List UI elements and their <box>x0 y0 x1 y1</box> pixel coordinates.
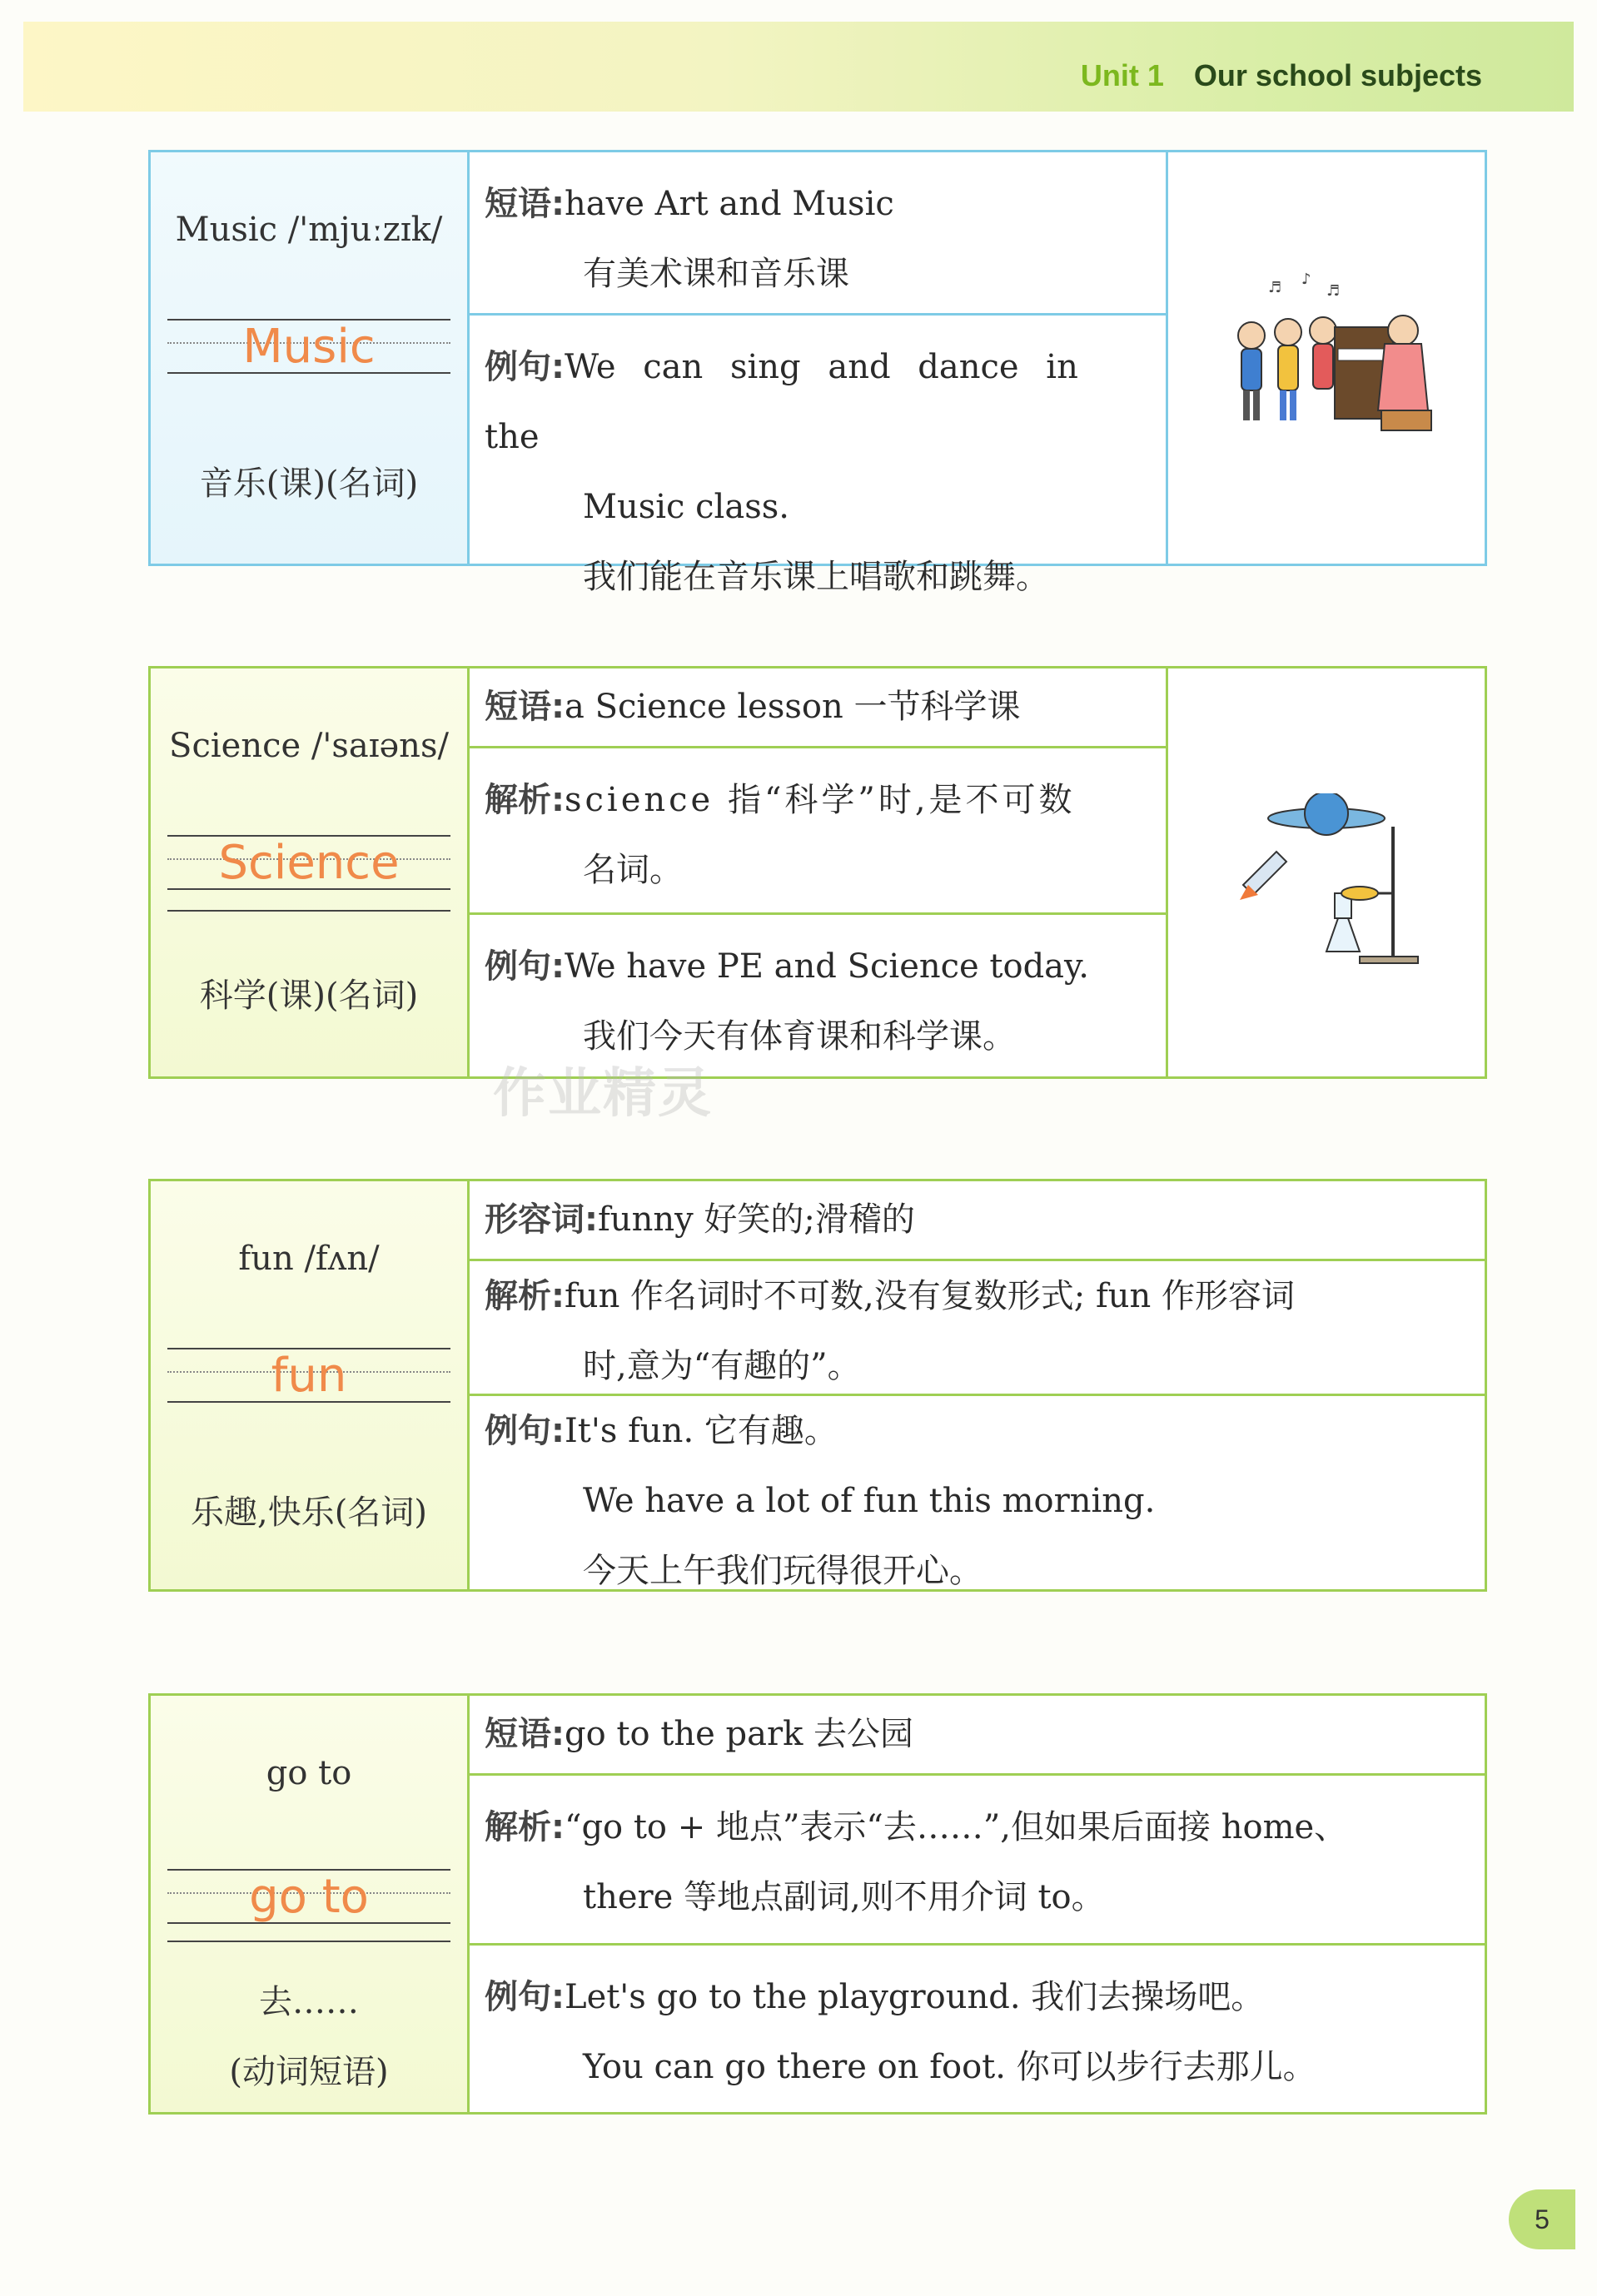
row-text: 有美术课和音乐课 <box>583 255 849 293</box>
example-row <box>470 1396 1485 1589</box>
unit-subject: Our school subjects <box>1193 58 1482 92</box>
row-text: We have PE and Science today. <box>565 947 1090 986</box>
page-header <box>23 22 1574 112</box>
word-column <box>151 152 470 564</box>
row-text: fun 作名词时不可数,没有复数形式; fun 作形容词 <box>565 1277 1295 1315</box>
practice-word: fun <box>271 1349 347 1403</box>
analysis-row <box>470 1261 1485 1396</box>
row-text: there 等地点副词,则不用介词 to。 <box>583 1878 1105 1916</box>
practice-word: go to <box>249 1870 369 1924</box>
example-row <box>470 316 1166 596</box>
analysis-row <box>470 1776 1485 1946</box>
row-text: Music class. <box>583 488 789 526</box>
vocab-card-science <box>148 666 1487 1079</box>
word-column <box>151 1181 470 1589</box>
vocab-card-fun <box>148 1179 1487 1592</box>
row-text: science 指“科学”时,是不可数 <box>565 781 1076 819</box>
illustration-column <box>1166 668 1485 1076</box>
writing-lines <box>167 319 450 394</box>
music-class-illustration <box>1218 269 1435 460</box>
row-label: 短语: <box>485 1715 565 1753</box>
svg-text:♬: ♬ <box>1326 282 1341 300</box>
row-text: Let's go to the playground. 我们去操场吧。 <box>565 1978 1265 2016</box>
word-phonetic: go to <box>266 1754 352 1792</box>
row-label: 短语: <box>485 185 565 223</box>
row-text: 我们今天有体育课和科学课。 <box>583 1017 1016 1056</box>
row-text: 我们能在音乐课上唱歌和跳舞。 <box>583 558 1049 596</box>
row-label: 解析: <box>485 1277 565 1315</box>
word-phonetic: Music /'mjuːzɪk/ <box>175 211 443 249</box>
practice-word: Music <box>242 320 376 374</box>
watermark: 作业精灵 <box>493 1063 713 1125</box>
page-number: 5 <box>1509 2189 1575 2249</box>
word-column <box>151 668 470 1076</box>
row-text: It's fun. 它有趣。 <box>565 1412 838 1450</box>
word-phonetic: fun /fʌn/ <box>238 1240 380 1278</box>
word-phonetic: Science /'saɪəns/ <box>169 727 449 765</box>
row-text: 名词。 <box>583 851 683 889</box>
word-meaning: 去…… <box>259 1983 359 2021</box>
row-label: 例句: <box>485 348 565 386</box>
svg-text:♪: ♪ <box>1301 271 1311 288</box>
row-label: 短语: <box>485 688 565 726</box>
science-illustration <box>1226 793 1426 977</box>
row-text: funny 好笑的;滑稽的 <box>598 1200 915 1239</box>
writing-lines <box>167 835 450 910</box>
vocab-card-music <box>148 150 1487 596</box>
row-text: You can go there on foot. 你可以步行去那儿。 <box>583 2048 1316 2086</box>
word-meaning: 音乐(课)(名词) <box>199 465 419 503</box>
row-label: 例句: <box>485 1412 565 1450</box>
row-text: have Art and Music <box>565 185 894 223</box>
svg-text:♬: ♬ <box>1268 279 1282 296</box>
writing-lines-lower <box>167 910 450 912</box>
row-text: 时,意为“有趣的”。 <box>583 1347 861 1385</box>
row-text: a Science lesson 一节科学课 <box>565 688 1021 726</box>
word-meaning: 科学(课)(名词) <box>199 977 419 1015</box>
header-title <box>1081 58 1482 93</box>
writing-lines <box>167 1869 450 1944</box>
row-label: 例句: <box>485 947 565 986</box>
vocab-card-go-to <box>148 1693 1487 2115</box>
row-label: 解析: <box>485 1808 565 1846</box>
practice-word: Science <box>218 836 400 890</box>
word-meaning: 乐趣,快乐(名词) <box>191 1493 427 1532</box>
row-label: 解析: <box>485 781 565 819</box>
illustration-column <box>1166 152 1485 564</box>
phrase-row <box>470 152 1166 316</box>
adjective-row <box>470 1181 1485 1261</box>
word-column <box>151 1696 470 2112</box>
row-text: go to the park 去公园 <box>565 1715 914 1753</box>
word-type: (动词短语) <box>229 2053 389 2091</box>
row-text: We can sing and dance in the <box>485 348 1078 456</box>
phrase-row <box>470 1696 1485 1776</box>
writing-lines <box>167 1348 450 1423</box>
analysis-row <box>470 748 1166 915</box>
row-text: “go to + 地点”表示“去……”,但如果后面接 home、 <box>565 1808 1348 1846</box>
row-label: 形容词: <box>485 1200 598 1239</box>
row-text: We have a lot of fun this morning. <box>583 1482 1156 1520</box>
row-text: 今天上午我们玩得很开心。 <box>583 1552 983 1590</box>
writing-lines-lower <box>167 1941 450 1942</box>
row-label: 例句: <box>485 1978 565 2016</box>
example-row <box>470 1946 1485 2112</box>
phrase-row <box>470 668 1166 748</box>
unit-label: Unit 1 <box>1080 58 1164 92</box>
